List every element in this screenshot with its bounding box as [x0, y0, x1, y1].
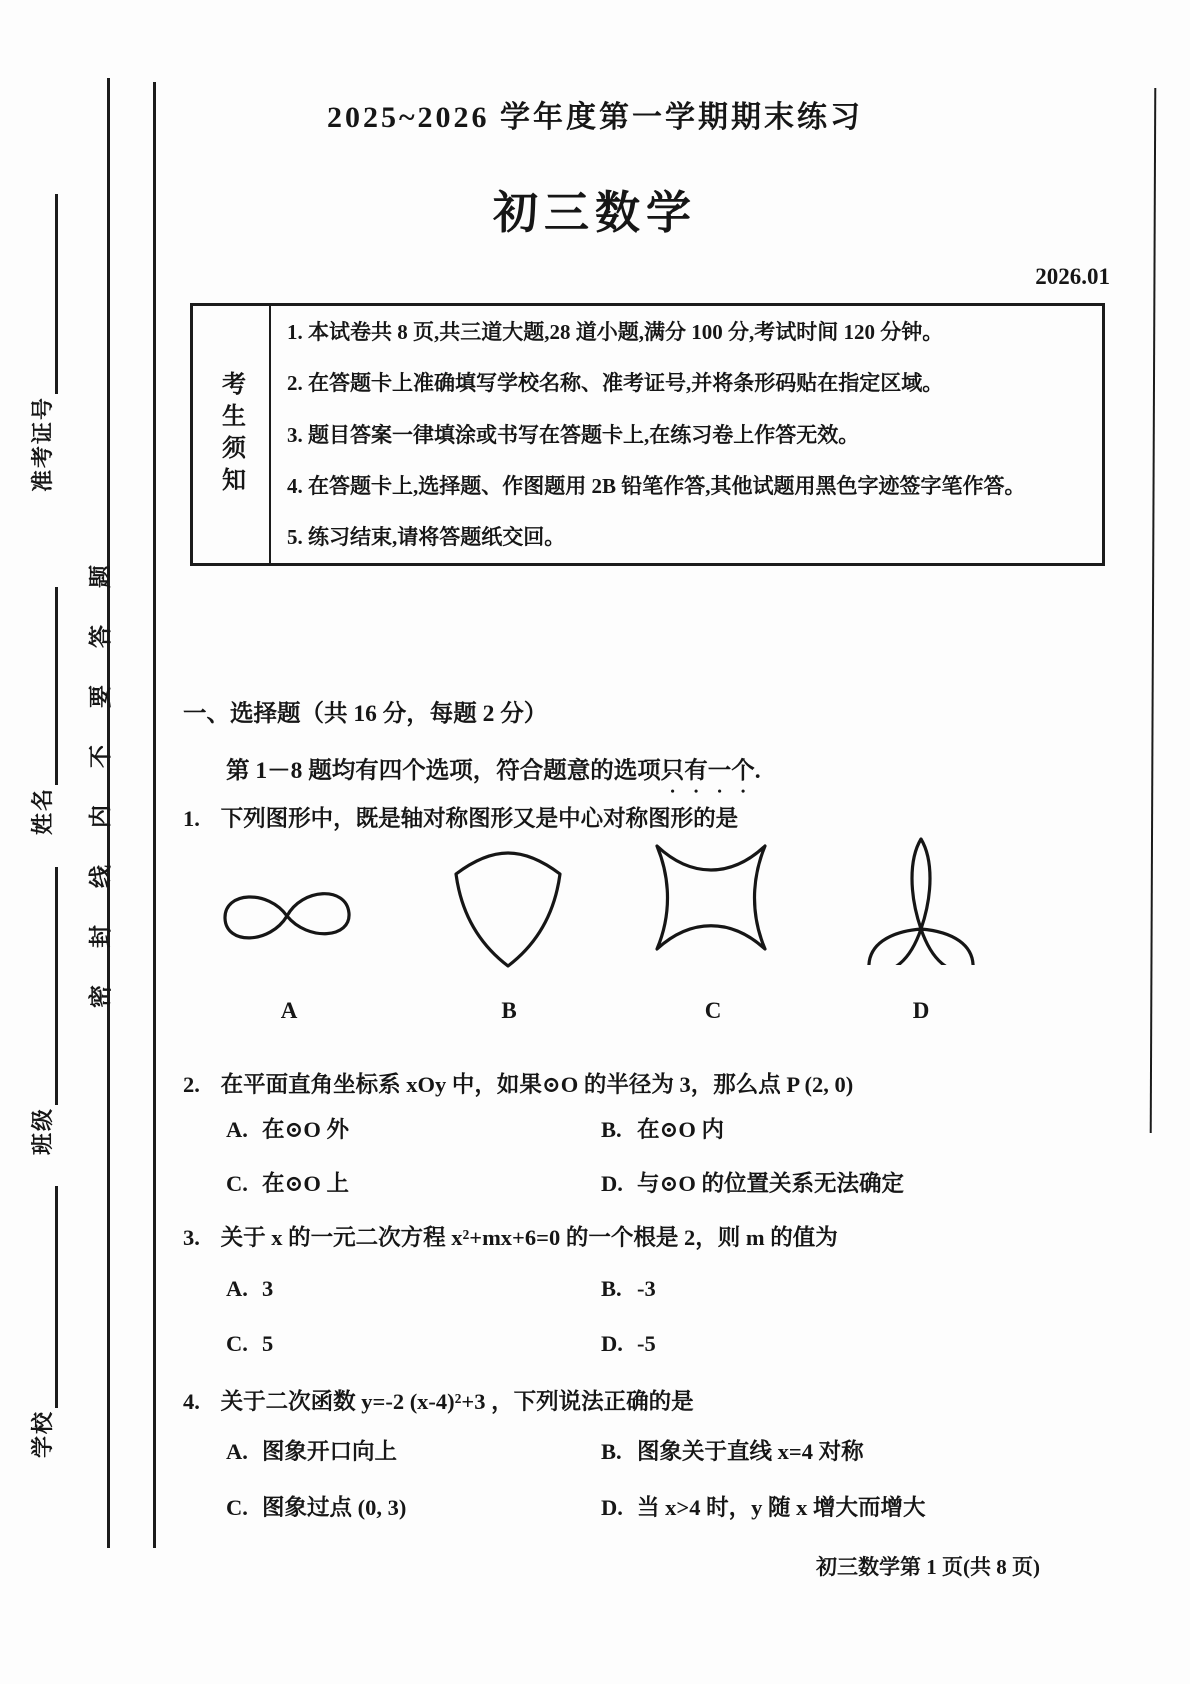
figure-shield-curve	[447, 843, 569, 968]
field-name-label: 姓名	[30, 786, 55, 835]
figure-trefoil-curve	[860, 835, 982, 965]
question-4-option-c: C. 图象过点 (0, 3)	[226, 1495, 407, 1520]
question-1-number: 1.	[183, 806, 200, 831]
question-4-option-a: A. 图象开口向上	[226, 1439, 398, 1464]
field-name-blank	[33, 587, 58, 785]
figure-label-b: B	[501, 998, 517, 1023]
question-3-option-c: C. 5	[226, 1331, 274, 1356]
figure-infinity-curve	[212, 880, 362, 952]
section-note-period: .	[754, 758, 761, 784]
notice-label: 考生须知	[217, 370, 244, 499]
footer-page-number: 初三数学第 1 页(共 8 页)	[816, 1555, 1040, 1579]
field-exam-number-blank	[33, 194, 58, 394]
seal-line-inner	[153, 82, 156, 1548]
field-exam-number	[28, 192, 58, 492]
question-2	[183, 1067, 853, 1099]
question-2-option-b: B. 在⊙O 内	[601, 1117, 724, 1142]
notice-items	[271, 306, 1102, 563]
question-4-option-b: B. 图象关于直线 x=4 对称	[601, 1439, 864, 1464]
notice-item-1: 1. 本试卷共 8 页,共三道大题,28 道小题,满分 100 分,考试时间 120 分钟。	[287, 320, 944, 344]
field-class-blank	[33, 867, 58, 1105]
field-name	[28, 585, 58, 835]
notice-label-cell	[193, 306, 271, 563]
seal-band-text: 密封线内不要答题	[88, 528, 113, 1008]
notice-box	[190, 303, 1105, 566]
paper-title: 初三数学	[492, 188, 697, 238]
paper-date: 2026.01	[1035, 264, 1110, 289]
notice-item-5: 5. 练习结束,请将答题纸交回。	[287, 525, 566, 549]
section-note-emphasis: 只有一个	[660, 758, 755, 784]
question-3-option-d: D. -5	[601, 1331, 656, 1356]
field-class	[28, 865, 58, 1155]
field-exam-number-label: 准考证号	[30, 395, 55, 492]
question-3-option-a: A. 3	[226, 1276, 274, 1301]
notice-item-3: 3. 题目答案一律填涂或书写在答题卡上,在练习卷上作答无效。	[287, 422, 860, 447]
page-right-edge-line	[1150, 88, 1157, 1133]
field-school-label: 学校	[30, 1409, 55, 1458]
question-4-option-d: D. 当 x>4 时，y 随 x 增大而增大	[601, 1495, 926, 1520]
field-class-label: 班级	[30, 1106, 55, 1155]
question-2-text: 在平面直角坐标系 xOy 中，如果⊙O 的半径为 3，那么点 P (2, 0)	[220, 1072, 854, 1097]
question-2-option-a: A. 在⊙O 外	[226, 1117, 349, 1142]
figure-label-c: C	[704, 998, 722, 1023]
question-2-options-row-1	[226, 1112, 724, 1144]
question-3-options-row-1	[226, 1276, 656, 1302]
figure-label-a: A	[280, 998, 298, 1023]
question-4-text: 关于二次函数 y=-2 (x-4)²+3 ，下列说法正确的是	[220, 1389, 694, 1414]
question-3-number: 3.	[183, 1225, 200, 1250]
notice-item-4: 4. 在答题卡上,选择题、作图题用 2B 铅笔作答,其他试题用黑色字迹签字笔作答。	[287, 473, 1026, 498]
question-3-options-row-2	[226, 1331, 656, 1357]
question-4-number: 4.	[183, 1389, 200, 1414]
question-3-text: 关于 x 的一元二次方程 x²+mx+6=0 的一个根是 2，则 m 的值为	[220, 1225, 838, 1250]
field-school	[28, 1183, 58, 1458]
question-2-number: 2.	[183, 1072, 200, 1097]
field-school-blank	[33, 1186, 58, 1408]
question-1-text: 下列图形中，既是轴对称图形又是中心对称图形的是	[220, 806, 739, 831]
notice-item-2: 2. 在答题卡上准确填写学校名称、准考证号,并将条形码贴在指定区域。	[287, 371, 944, 396]
section-heading: 一、选择题（共 16 分，每题 2 分）	[183, 701, 548, 727]
question-1	[183, 801, 738, 833]
question-4	[183, 1384, 694, 1416]
question-3-option-b: B. -3	[601, 1276, 656, 1301]
question-2-option-d: D. 与⊙O 的位置关系无法确定	[601, 1171, 904, 1196]
question-2-options-row-2	[226, 1166, 904, 1198]
section-note-pre: 第 1－8 题均有四个选项，符合题意的选项	[226, 758, 661, 784]
section-note	[226, 751, 761, 798]
exam-session-title: 2025~2026 学年度第一学期期末练习	[326, 101, 864, 134]
question-2-option-c: C. 在⊙O 上	[226, 1171, 349, 1196]
question-3	[183, 1220, 838, 1252]
question-4-options-row-2	[226, 1490, 925, 1522]
question-4-options-row-1	[226, 1434, 864, 1466]
figure-four-cusp-star	[650, 840, 772, 955]
figure-label-d: D	[912, 998, 930, 1023]
